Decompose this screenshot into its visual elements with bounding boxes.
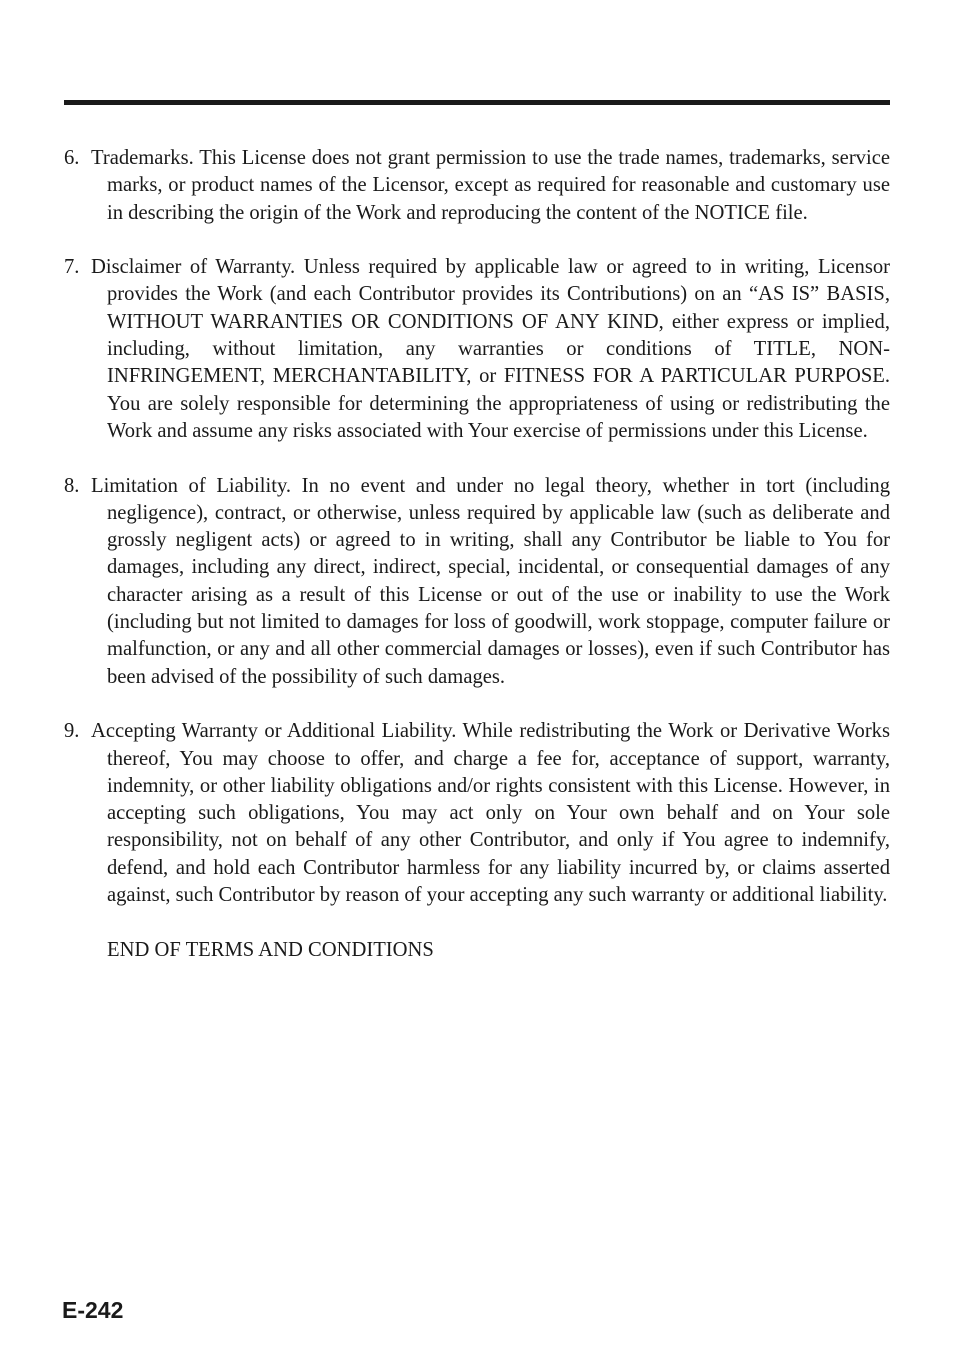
section-text: Accepting Warranty or Additional Liability. While redistributing the Work or Derivative Works thereof, You may choose to offer, and charge a fee for, acceptance of support, warranty, indemnity, or other liability obligations and/or rights consistent with this License. However, in accepting such obligations, You may act only on Your own behalf and on Your sole responsibility, not on behalf of any other Contributor, and only if You agree to indemnify, defend, and hold each Contributor harmless for any liability incurred by, or claims asserted against, such Contributor by reason of your accepting any such warranty or additional liability.	[91, 720, 890, 907]
section-number: 6.	[64, 147, 80, 169]
section-text: Disclaimer of Warranty. Unless required by applicable law or agreed to in writing, Licensor provides the Work (and each Contributor provides its Contributions) on an “AS IS” BASIS, WITHOUT WARRANTIES OR CONDITIONS OF ANY KIND, either express or implied, including, without limitation, any warranties or conditions of TITLE, NON-INFRINGEMENT, MERCHANTABILITY, or FITNESS FOR A PARTICULAR PURPOSE. You are solely responsible for determining the appropriateness of using or redistributing the Work and assume any risks associated with Your exercise of permissions under this License.	[91, 256, 890, 442]
end-of-terms: END OF TERMS AND CONDITIONS	[107, 938, 434, 961]
page-number: E-242	[62, 1297, 124, 1323]
section-limitation-of-liability	[64, 473, 890, 691]
section-disclaimer-of-warranty	[64, 254, 890, 445]
section-text: Limitation of Liability. In no event and under no legal theory, whether in tort (including negligence), contract, or otherwise, unless required by applicable law (such as deliberate and grossly negligent acts) or agreed to in writing, shall any Contributor be liable to You for damages, including any direct, indirect, special, incidental, or consequential damages of any character arising as a result of this License or out of the use or inability to use the Work (including but not limited to damages for loss of goodwill, work stoppage, computer failure or malfunction, or any and all other commercial damages or losses), even if such Contributor has been advised of the possibility of such damages.	[91, 474, 890, 688]
section-text: Trademarks. This License does not grant permission to use the trade names, trademarks, service marks, or product names of the Licensor, except as required for reasonable and customary use in describing the origin of the Work and reproducing the content of the NOTICE file.	[91, 147, 890, 224]
document-body	[64, 145, 890, 964]
section-number: 9.	[64, 720, 80, 743]
section-accepting-warranty	[64, 718, 890, 909]
section-trademarks	[64, 145, 890, 227]
section-number: 7.	[64, 256, 80, 279]
header-rule	[64, 100, 890, 105]
section-number: 8.	[64, 474, 80, 497]
